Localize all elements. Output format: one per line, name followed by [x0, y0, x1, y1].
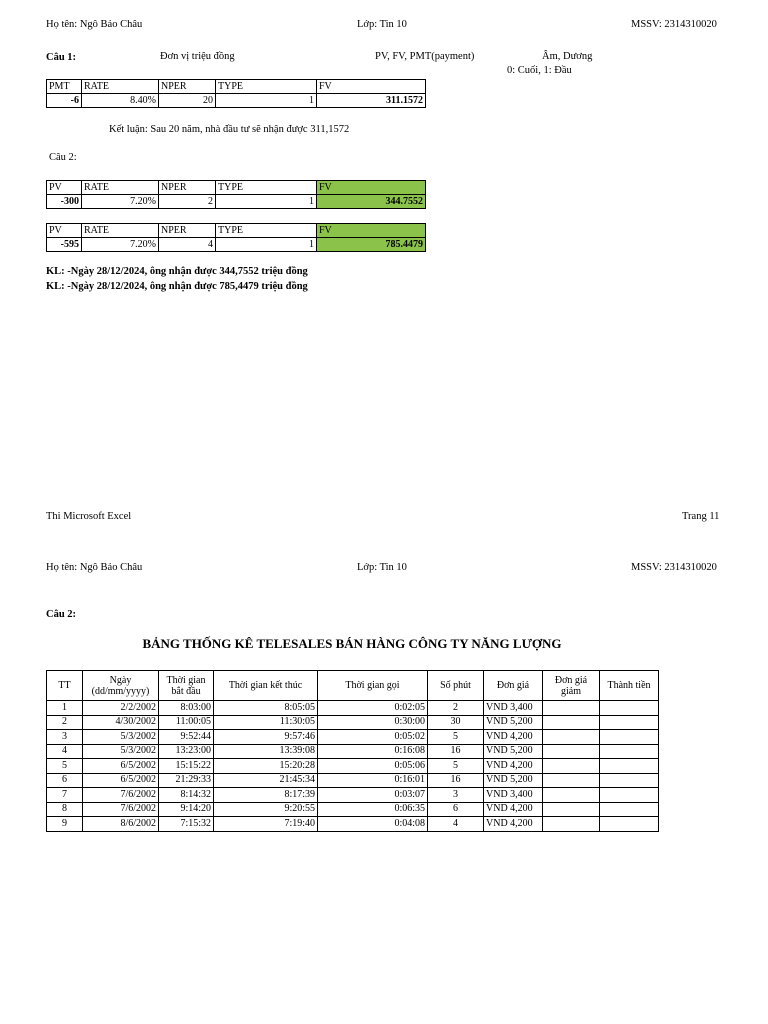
table-cell: 6: [428, 802, 484, 817]
table-cell: [600, 773, 659, 788]
table-row: [47, 744, 659, 759]
footer-left: Thi Microsoft Excel: [46, 511, 132, 522]
table-cell: 7.20%: [82, 195, 159, 209]
table-header: TYPE: [216, 224, 317, 238]
table-cell: 3: [47, 730, 83, 745]
table-cell: [543, 817, 600, 832]
table-header: RATE: [82, 181, 159, 195]
table-cell: 20: [159, 94, 216, 108]
table-row: [47, 788, 659, 803]
table-cell: 16: [428, 744, 484, 759]
table-cell: 16: [428, 773, 484, 788]
question-2-label: Câu 2:: [46, 609, 77, 620]
table-header: TT: [47, 671, 83, 701]
table-cell: [600, 788, 659, 803]
table-cell: 0:04:08: [318, 817, 428, 832]
table-cell: 344.7552: [317, 195, 426, 209]
table-header: PV: [47, 181, 82, 195]
table-cell: 7.20%: [82, 238, 159, 252]
table-header: RATE: [82, 80, 159, 94]
table-header: TYPE: [216, 181, 317, 195]
table-header: FV: [317, 224, 426, 238]
telesales-table: [46, 670, 659, 832]
table-cell: 6: [47, 773, 83, 788]
table-cell: 5: [47, 759, 83, 774]
table-row: [47, 773, 659, 788]
table-cell: 8/6/2002: [83, 817, 159, 832]
table-cell: 8.40%: [82, 94, 159, 108]
table-cell: [600, 715, 659, 730]
type-note: 0: Cuối, 1: Đầu: [507, 65, 572, 76]
table-cell: 785.4479: [317, 238, 426, 252]
table-cell: VND 5,200: [484, 744, 543, 759]
table-cell: 8:14:32: [159, 788, 214, 803]
table-cell: 0:05:02: [318, 730, 428, 745]
table-cell: [543, 730, 600, 745]
table-header: Đơn giá giảm: [543, 671, 600, 701]
student-id: MSSV: 2314310020: [631, 562, 717, 573]
table-header: Thành tiền: [600, 671, 659, 701]
table-cell: 0:16:01: [318, 773, 428, 788]
cau2-table-2: [46, 223, 426, 252]
functions-note: PV, FV, PMT(payment): [375, 51, 475, 62]
table-cell: 8:03:00: [159, 701, 214, 716]
table-cell: 0:05:06: [318, 759, 428, 774]
table-cell: VND 5,200: [484, 773, 543, 788]
table-cell: -6: [47, 94, 82, 108]
unit-note: Đơn vị triệu đồng: [160, 51, 235, 62]
table-cell: 15:15:22: [159, 759, 214, 774]
table-cell: 8:17:39: [214, 788, 318, 803]
table-cell: 2: [47, 715, 83, 730]
table-cell: 13:39:08: [214, 744, 318, 759]
class-label: Lớp: Tin 10: [357, 19, 407, 30]
table-cell: 21:45:34: [214, 773, 318, 788]
table-cell: [600, 744, 659, 759]
table-cell: 30: [428, 715, 484, 730]
table-header: Đơn giá: [484, 671, 543, 701]
cau1-table: [46, 79, 426, 108]
table-row: [47, 817, 659, 832]
cau2-table-1: [46, 180, 426, 209]
table-row: [47, 730, 659, 745]
table-cell: 7/6/2002: [83, 788, 159, 803]
table-cell: 2/2/2002: [83, 701, 159, 716]
table-cell: [543, 701, 600, 716]
table-cell: -595: [47, 238, 82, 252]
table-header: Thời gian bắt đầu: [159, 671, 214, 701]
question-1-label: Câu 1:: [46, 52, 77, 63]
table-cell: 0:02:05: [318, 701, 428, 716]
table-cell: -300: [47, 195, 82, 209]
table-cell: [600, 701, 659, 716]
table-cell: 4: [47, 744, 83, 759]
table-cell: VND 3,400: [484, 788, 543, 803]
table-cell: 9:20:55: [214, 802, 318, 817]
table-cell: [600, 730, 659, 745]
table-cell: 5/3/2002: [83, 744, 159, 759]
table-header: Ngày (dd/mm/yyyy): [83, 671, 159, 701]
table-cell: 0:16:08: [318, 744, 428, 759]
table-header: NPER: [159, 181, 216, 195]
table-cell: VND 5,200: [484, 715, 543, 730]
table-cell: 311.1572: [317, 94, 426, 108]
table-header: NPER: [159, 224, 216, 238]
table-cell: 11:00:05: [159, 715, 214, 730]
table-cell: 4/30/2002: [83, 715, 159, 730]
table-header: NPER: [159, 80, 216, 94]
table-cell: 21:29:33: [159, 773, 214, 788]
table-row: [47, 715, 659, 730]
table-header: Thời gian kết thúc: [214, 671, 318, 701]
table-cell: 1: [216, 195, 317, 209]
table-cell: [600, 817, 659, 832]
table-cell: VND 4,200: [484, 730, 543, 745]
table-cell: VND 4,200: [484, 802, 543, 817]
table-title: BẢNG THỐNG KÊ TELESALES BÁN HÀNG CÔNG TY NĂNG LƯỢNG: [142, 636, 562, 651]
table-cell: 9:52:44: [159, 730, 214, 745]
table-header: RATE: [82, 224, 159, 238]
table-cell: [543, 802, 600, 817]
table-cell: 9:14:20: [159, 802, 214, 817]
table-cell: 0:03:07: [318, 788, 428, 803]
footer-page-number: Trang 11: [682, 511, 720, 522]
table-cell: 7: [47, 788, 83, 803]
table-cell: 7:19:40: [214, 817, 318, 832]
table-cell: [543, 715, 600, 730]
table-cell: VND 4,200: [484, 759, 543, 774]
table-header: Số phút: [428, 671, 484, 701]
table-cell: [600, 759, 659, 774]
table-cell: 2: [159, 195, 216, 209]
table-cell: VND 4,200: [484, 817, 543, 832]
table-cell: 5/3/2002: [83, 730, 159, 745]
table-cell: [600, 802, 659, 817]
kl-line-1: KL: -Ngày 28/12/2024, ông nhận được 344,7552 triệu đồng: [46, 266, 308, 277]
table-header: PV: [47, 224, 82, 238]
table-cell: 7/6/2002: [83, 802, 159, 817]
table-cell: 13:23:00: [159, 744, 214, 759]
table-cell: 1: [47, 701, 83, 716]
table-cell: 5: [428, 730, 484, 745]
table-cell: 3: [428, 788, 484, 803]
table-header-row: [47, 671, 659, 701]
table-cell: 9: [47, 817, 83, 832]
table-cell: 8: [47, 802, 83, 817]
table-cell: 4: [159, 238, 216, 252]
table-cell: [543, 788, 600, 803]
table-row: [47, 759, 659, 774]
conclusion-text: Kết luận: Sau 20 năm, nhà đầu tư sẽ nhận được 311,1572: [109, 124, 350, 135]
table-cell: [543, 744, 600, 759]
table-header: PMT: [47, 80, 82, 94]
question-2-label: Câu 2:: [49, 152, 77, 163]
table-cell: VND 3,400: [484, 701, 543, 716]
table-cell: 1: [216, 238, 317, 252]
table-cell: 15:20:28: [214, 759, 318, 774]
table-row: [47, 701, 659, 716]
table-cell: 6/5/2002: [83, 759, 159, 774]
table-cell: 1: [216, 94, 317, 108]
table-cell: 7:15:32: [159, 817, 214, 832]
table-cell: 0:30:00: [318, 715, 428, 730]
table-header: FV: [317, 80, 426, 94]
table-cell: [543, 773, 600, 788]
table-cell: 0:06:35: [318, 802, 428, 817]
student-name: Họ tên: Ngô Bảo Châu: [46, 562, 143, 573]
class-label: Lớp: Tin 10: [357, 562, 407, 573]
student-name: Họ tên: Ngô Bảo Châu: [46, 19, 143, 30]
table-cell: 9:57:46: [214, 730, 318, 745]
table-header: TYPE: [216, 80, 317, 94]
table-row: [47, 802, 659, 817]
sign-note: Âm, Dương: [542, 51, 593, 62]
table-header: FV: [317, 181, 426, 195]
kl-line-2: KL: -Ngày 28/12/2024, ông nhận được 785,4479 triệu đồng: [46, 281, 308, 292]
table-cell: 6/5/2002: [83, 773, 159, 788]
table-cell: [543, 759, 600, 774]
table-cell: 5: [428, 759, 484, 774]
table-cell: 11:30:05: [214, 715, 318, 730]
student-id: MSSV: 2314310020: [631, 19, 717, 30]
table-cell: 2: [428, 701, 484, 716]
table-cell: 8:05:05: [214, 701, 318, 716]
table-header: Thời gian gọi: [318, 671, 428, 701]
table-cell: 4: [428, 817, 484, 832]
